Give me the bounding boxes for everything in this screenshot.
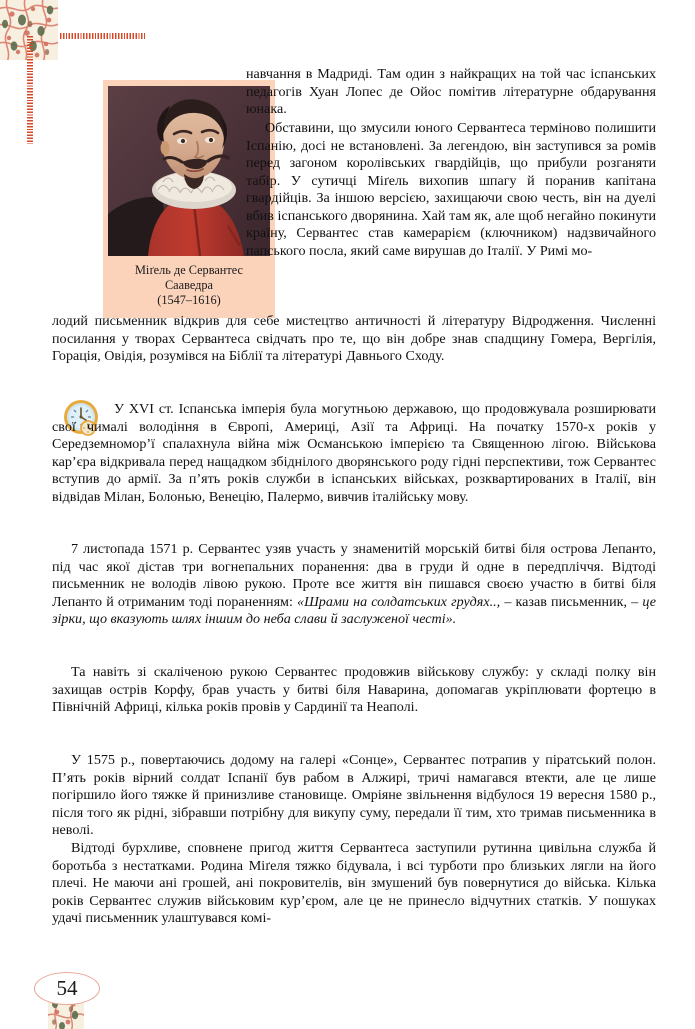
figure-caption (108, 263, 270, 309)
paragraph-captivity (52, 752, 656, 840)
paragraph-routine-life-text: Відтоді бурхливе, сповнене пригод життя Сервантеса заступили рутинна цивільна служба й боротьба з нестатками. Родина Міґеля тяжко бідувала, і всі турботи про близьких лягли на його плечі. Не маючи ані грошей, ані покровителів, він змушений був повернутися до війська. Кілька років Сервантес служив військовим кур’єром, але це не принесло відчутних статків. У пошуках удачі письменник улаштувався комі- (52, 840, 656, 927)
quote-attribution: казав письменник, – (511, 593, 643, 610)
quote-part-two: це зірки, що вказують шлях іншим до неба слави й заслуженої честі». (52, 593, 656, 628)
paragraph-lepanto-text: 7 листопада 1571 р. Сервантес узяв участь у знаменитій морській битві біля острова Лепанто, під час якої дістав три вогнепальних поранення: два в груди й одне в передпліччя. Відтоді письменник не володів лівою рукою. Проте все життя він пишався своєю участю в битві біля Лепанто й отриманим тоді пораненням: (52, 541, 656, 610)
paragraph-military-service (52, 664, 656, 717)
caption-line-dates: (1547–1616) (157, 293, 221, 308)
paragraph-circumstances (246, 120, 656, 260)
caption-line-surname: Сааведра (164, 278, 213, 293)
paragraph-captivity-text: У 1575 р., повертаючись додому на галері «Сонце», Сервантес потрапив у піратський полон. П’ять років вірний солдат Іспанії був рабом в Алжирі, тричі намагався втекти, але це лише погіршило його тяжке й принизливе становище. Омріяне звільнення відбулося 19 вересня 1580 р., після того як рідні, зібравши потрібну для викупу суму, передали її тим, хто тримав письменника в неволі. (52, 752, 656, 839)
paragraph-spanish-empire (52, 401, 656, 506)
dashed-horizontal-rule (60, 33, 145, 39)
paragraph-circumstances-text: Обставини, що змусили юного Сервантеса терміново полишити Іспанію, досі не встановлені. За легендою, він заступився за ромів перед загоном королівських гвардійців, що прибули розганяти табір. У сутичці Міґель вихопив шпагу й поранив капітана гвардійців. За іншою версією, захищаючи свою честь, він на дуелі вбив іспанського дворянина. Хай там як, але щоб негайно покинути країну, Сервантес став камерарієм (ключником) надзвичайного папського посла, який саме вирушав до Італії. У Римі мо- (246, 120, 656, 259)
dashed-vertical-rule (27, 36, 33, 144)
paragraph-rome-continuation: лодий письменник відкрив для себе мистецтво античності й літературу Відродження. Численні посилання у творах Сервантеса свідчать про те, що він добре знав спадщину Гомера, Вергілія, Горація, Овідія, розумівся на Біблії та літературі Давнього Сходу. (52, 313, 656, 365)
page-number-badge (34, 972, 100, 1005)
caption-line-name: Міґель де Сервантес (135, 263, 243, 277)
quote-part-one: «Шрами на солдатських грудях.., – (297, 593, 512, 610)
paragraph-routine-life (52, 840, 656, 928)
paragraph-military-service-text: Та навіть зі скаліченою рукою Сервантес продовжив військову службу: у складі полку він захищав острів Корфу, брав участь у битві біля Наварина, допомагав укріплювати фортецю в Північній Африці, кілька років провів у Сардинії та Неаполі. (52, 664, 656, 716)
page-number: 54 (56, 976, 78, 1000)
paragraph-lepanto (52, 541, 656, 629)
paragraph-madrid: навчання в Мадриді. Там один з найкращих на той час іспанських педагогів Хуан Лопес де Ойос помітив літературне обдарування юнака. (246, 66, 656, 118)
paragraph-spanish-empire-text: У XVI ст. Іспанська імперія була могутньою державою, що продовжувала розширювати свої чималі володіння в Європі, Америці, Азії та Африці. На початку 1570-х років у Середземномор’ї спалахнула війна між Османською імперією та Священною лігою. Військова кар’єра відкривала перед нащадком збіднілого дворянського роду гідні перспективи, тож Сервантес вступив до армії. За п’ять років служби в іспанських військах, розквартированих в Італії, він відвідав Мілан, Болонью, Венецію, Палермо, вивчив італійську мову. (52, 401, 656, 505)
